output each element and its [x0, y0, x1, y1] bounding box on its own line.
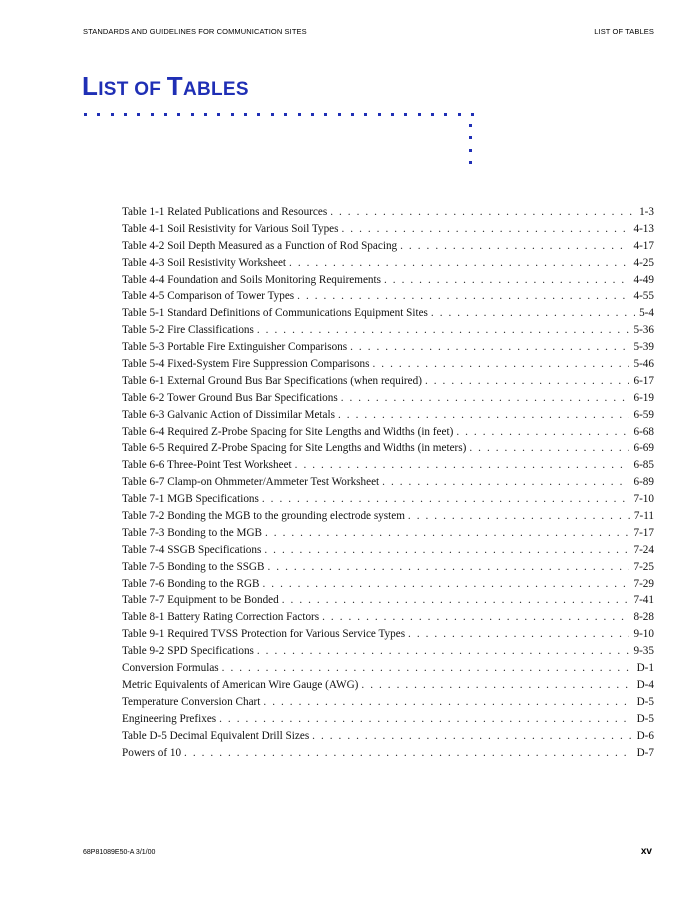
toc-entry-label: Table 7-6 Bonding to the RGB — [122, 577, 260, 590]
page-number: xv — [640, 846, 652, 857]
toc-dot-leader — [282, 592, 630, 609]
toc-dot-leader — [408, 508, 630, 525]
rule-dot — [351, 113, 354, 116]
toc-entry-page: D-5 — [636, 695, 654, 708]
toc-dot-leader — [312, 728, 632, 745]
toc-entry[interactable] — [122, 660, 654, 677]
toc-entry[interactable] — [122, 525, 654, 542]
toc-entry-label: Table 6-6 Three-Point Test Worksheet — [122, 459, 292, 472]
toc-entry-label: Temperature Conversion Chart — [122, 695, 261, 708]
toc-entry[interactable] — [122, 288, 654, 305]
toc-dot-leader — [257, 643, 630, 660]
toc-entry-label: Table 7-5 Bonding to the SSGB — [122, 560, 265, 573]
rule-dot — [404, 113, 407, 116]
toc-entry-page: 6-85 — [633, 459, 654, 472]
toc-entry-label: Engineering Prefixes — [122, 712, 217, 725]
toc-entry-page: 7-10 — [633, 493, 654, 506]
rule-dot — [338, 113, 341, 116]
toc-dot-leader — [219, 711, 632, 728]
toc-entry[interactable] — [122, 424, 654, 441]
rule-dot — [257, 113, 260, 116]
rule-dot — [84, 113, 87, 116]
toc-dot-leader — [408, 626, 629, 643]
title-part-l: L — [82, 71, 99, 101]
toc-dot-leader — [262, 491, 630, 508]
rule-dot — [469, 149, 472, 152]
toc-entry[interactable] — [122, 373, 654, 390]
toc-entry-page: 5-39 — [633, 341, 654, 354]
toc-entry-page: 6-17 — [633, 374, 654, 387]
rule-dot — [217, 113, 220, 116]
toc-entry-label: Table 5-2 Fire Classifications — [122, 324, 254, 337]
toc-entry[interactable] — [122, 305, 654, 322]
toc-entry-page: 4-49 — [633, 273, 654, 286]
toc-dot-leader — [350, 339, 629, 356]
rule-dot — [469, 161, 472, 164]
toc-entry[interactable] — [122, 407, 654, 424]
toc-entry-page: 5-4 — [639, 307, 654, 320]
toc-dot-leader — [338, 407, 630, 424]
toc-entry-page: D-1 — [636, 662, 654, 675]
rule-dot — [469, 124, 472, 127]
title-part-ist-of: IST OF — [98, 79, 167, 100]
toc-entry-label: Table 9-1 Required TVSS Protection for Various Service Types — [122, 628, 406, 641]
toc-entry[interactable] — [122, 677, 654, 694]
toc-dot-leader — [341, 390, 630, 407]
toc-entry[interactable] — [122, 491, 654, 508]
table-list — [122, 204, 654, 761]
toc-dot-leader — [400, 238, 629, 255]
toc-entry[interactable] — [122, 745, 654, 762]
toc-dot-leader — [289, 255, 629, 272]
toc-dot-leader — [322, 609, 629, 626]
rule-dot — [231, 113, 234, 116]
rule-dot — [298, 113, 301, 116]
toc-entry-page: 5-36 — [633, 324, 654, 337]
toc-entry[interactable] — [122, 508, 654, 525]
rule-dot — [444, 113, 447, 116]
toc-entry-label: Powers of 10 — [122, 746, 182, 759]
toc-entry-label: Metric Equivalents of American Wire Gauge (AWG) — [122, 678, 359, 691]
toc-entry-page: 7-25 — [633, 560, 654, 573]
toc-entry-label: Table 4-5 Comparison of Tower Types — [122, 290, 295, 303]
toc-entry[interactable] — [122, 643, 654, 660]
toc-entry[interactable] — [122, 204, 654, 221]
rule-dot — [364, 113, 367, 116]
toc-entry-label: Table 5-4 Fixed-System Fire Suppression Comparisons — [122, 358, 370, 371]
toc-entry[interactable] — [122, 711, 654, 728]
footer-doc-id: 68P81089E50-A 3/1/00 — [83, 849, 156, 856]
rule-dot — [97, 113, 100, 116]
rule-dot — [177, 113, 180, 116]
rule-dot — [111, 113, 114, 116]
toc-entry-label: Table 1-1 Related Publications and Resources — [122, 206, 328, 218]
toc-dot-leader — [330, 204, 635, 221]
toc-entry[interactable] — [122, 576, 654, 593]
toc-entry-label: Table 6-4 Required Z-Probe Spacing for Site Lengths and Widths (in feet) — [122, 425, 454, 438]
toc-entry-label: Table 5-1 Standard Definitions of Communications Equipment Sites — [122, 307, 428, 320]
toc-entry[interactable] — [122, 609, 654, 626]
toc-entry-page: 9-35 — [633, 645, 654, 658]
rule-dot — [164, 113, 167, 116]
rule-dot — [431, 113, 434, 116]
toc-entry-page: 6-89 — [633, 476, 654, 489]
toc-entry[interactable] — [122, 356, 654, 373]
toc-entry-page: 7-29 — [633, 577, 654, 590]
toc-entry-page: 4-13 — [633, 222, 654, 235]
toc-entry-page: 4-25 — [633, 256, 654, 269]
title-dotted-rule — [84, 113, 474, 117]
rule-dot — [311, 113, 314, 116]
toc-entry[interactable] — [122, 322, 654, 339]
toc-entry-label: Table 8-1 Battery Rating Correction Factors — [122, 611, 320, 624]
toc-entry-page: 6-68 — [633, 425, 654, 438]
toc-entry-page: 4-17 — [633, 239, 654, 252]
toc-dot-leader — [469, 440, 629, 457]
toc-entry-label: Table 7-2 Bonding the MGB to the grounding electrode system — [122, 510, 405, 523]
toc-dot-leader — [382, 474, 629, 491]
toc-entry-label: Table D-5 Decimal Equivalent Drill Sizes — [122, 729, 310, 742]
toc-entry-label: Table 6-7 Clamp-on Ohmmeter/Ammeter Test Worksheet — [122, 476, 380, 489]
toc-entry-page: 7-24 — [633, 543, 654, 556]
running-header-section: LIST OF TABLES — [594, 27, 654, 36]
rule-dot — [418, 113, 421, 116]
toc-dot-leader — [264, 542, 629, 559]
toc-entry[interactable] — [122, 542, 654, 559]
toc-entry-label: Table 4-1 Soil Resistivity for Various Soil Types — [122, 222, 339, 235]
toc-dot-leader — [222, 660, 633, 677]
toc-entry[interactable] — [122, 390, 654, 407]
rule-dot — [324, 113, 327, 116]
toc-entry-page: D-6 — [636, 729, 654, 742]
toc-entry-label: Conversion Formulas — [122, 662, 219, 675]
rule-dot — [458, 113, 461, 116]
toc-entry-label: Table 4-4 Foundation and Soils Monitoring Requirements — [122, 273, 381, 286]
toc-entry-label: Table 4-3 Soil Resistivity Worksheet — [122, 256, 287, 269]
toc-entry[interactable] — [122, 694, 654, 711]
toc-dot-leader — [361, 677, 632, 694]
rule-dot — [471, 113, 474, 116]
rule-dot — [284, 113, 287, 116]
running-header-title: STANDARDS AND GUIDELINES FOR COMMUNICATION SITES — [83, 27, 307, 36]
toc-dot-leader — [265, 525, 630, 542]
toc-dot-leader — [263, 576, 630, 593]
toc-dot-leader — [263, 694, 632, 711]
rule-dot — [137, 113, 140, 116]
toc-entry-page: 7-11 — [633, 510, 654, 523]
toc-dot-leader — [431, 305, 635, 322]
rule-dot — [124, 113, 127, 116]
toc-dot-leader — [341, 221, 629, 238]
toc-entry-page: 7-41 — [633, 594, 654, 607]
toc-dot-leader — [257, 322, 630, 339]
toc-entry-page: 6-59 — [633, 408, 654, 421]
toc-entry-page: 6-69 — [633, 442, 654, 455]
toc-dot-leader — [456, 424, 629, 441]
toc-entry[interactable] — [122, 255, 654, 272]
toc-entry[interactable] — [122, 440, 654, 457]
rule-dot — [391, 113, 394, 116]
rule-dot — [378, 113, 381, 116]
rule-dot — [151, 113, 154, 116]
toc-entry-label: Table 9-2 SPD Specifications — [122, 645, 254, 658]
toc-entry[interactable] — [122, 457, 654, 474]
page-title — [82, 73, 249, 99]
toc-entry-page: 1-3 — [639, 206, 654, 218]
toc-entry-label: Table 7-1 MGB Specifications — [122, 493, 259, 506]
toc-entry-label: Table 7-4 SSGB Specifications — [122, 543, 262, 556]
toc-entry-label: Table 5-3 Portable Fire Extinguisher Comparisons — [122, 341, 348, 354]
title-part-ables: ABLES — [182, 79, 249, 100]
toc-entry-page: 5-46 — [633, 358, 654, 371]
toc-entry[interactable] — [122, 592, 654, 609]
toc-entry[interactable] — [122, 728, 654, 745]
toc-entry[interactable] — [122, 238, 654, 255]
toc-entry[interactable] — [122, 272, 654, 289]
toc-dot-leader — [425, 373, 630, 390]
toc-entry[interactable] — [122, 474, 654, 491]
toc-dot-leader — [384, 272, 629, 289]
toc-entry-label: Table 7-7 Equipment to be Bonded — [122, 594, 279, 607]
rule-dot — [204, 113, 207, 116]
toc-entry-label: Table 7-3 Bonding to the MGB — [122, 526, 262, 539]
toc-entry-page: D-7 — [636, 746, 654, 759]
toc-entry-label: Table 6-2 Tower Ground Bus Bar Specifications — [122, 391, 338, 404]
toc-dot-leader — [297, 288, 629, 305]
toc-entry[interactable] — [122, 559, 654, 576]
toc-entry-label: Table 6-5 Required Z-Probe Spacing for Site Lengths and Widths (in meters) — [122, 442, 467, 455]
toc-entry-label: Table 6-3 Galvanic Action of Dissimilar Metals — [122, 408, 335, 421]
toc-entry-page: 7-17 — [633, 526, 654, 539]
rule-dot — [271, 113, 274, 116]
toc-entry-page: 9-10 — [633, 628, 654, 641]
toc-entry[interactable] — [122, 626, 654, 643]
toc-entry[interactable] — [122, 221, 654, 238]
toc-dot-leader — [295, 457, 630, 474]
toc-entry-page: D-4 — [636, 678, 654, 691]
rule-dot — [191, 113, 194, 116]
rule-dot — [469, 136, 472, 139]
toc-entry-label: Table 6-1 External Ground Bus Bar Specifications (when required) — [122, 374, 422, 387]
toc-dot-leader — [267, 559, 629, 576]
toc-dot-leader — [373, 356, 630, 373]
title-part-t: T — [166, 71, 183, 101]
toc-entry-page: 6-19 — [633, 391, 654, 404]
toc-entry[interactable] — [122, 339, 654, 356]
title-dotted-drop — [469, 124, 472, 164]
toc-entry-page: 8-28 — [633, 611, 654, 624]
toc-dot-leader — [184, 745, 633, 762]
rule-dot — [244, 113, 247, 116]
toc-entry-page: 4-55 — [633, 290, 654, 303]
toc-entry-label: Table 4-2 Soil Depth Measured as a Function of Rod Spacing — [122, 239, 398, 252]
toc-entry-page: D-5 — [636, 712, 654, 725]
